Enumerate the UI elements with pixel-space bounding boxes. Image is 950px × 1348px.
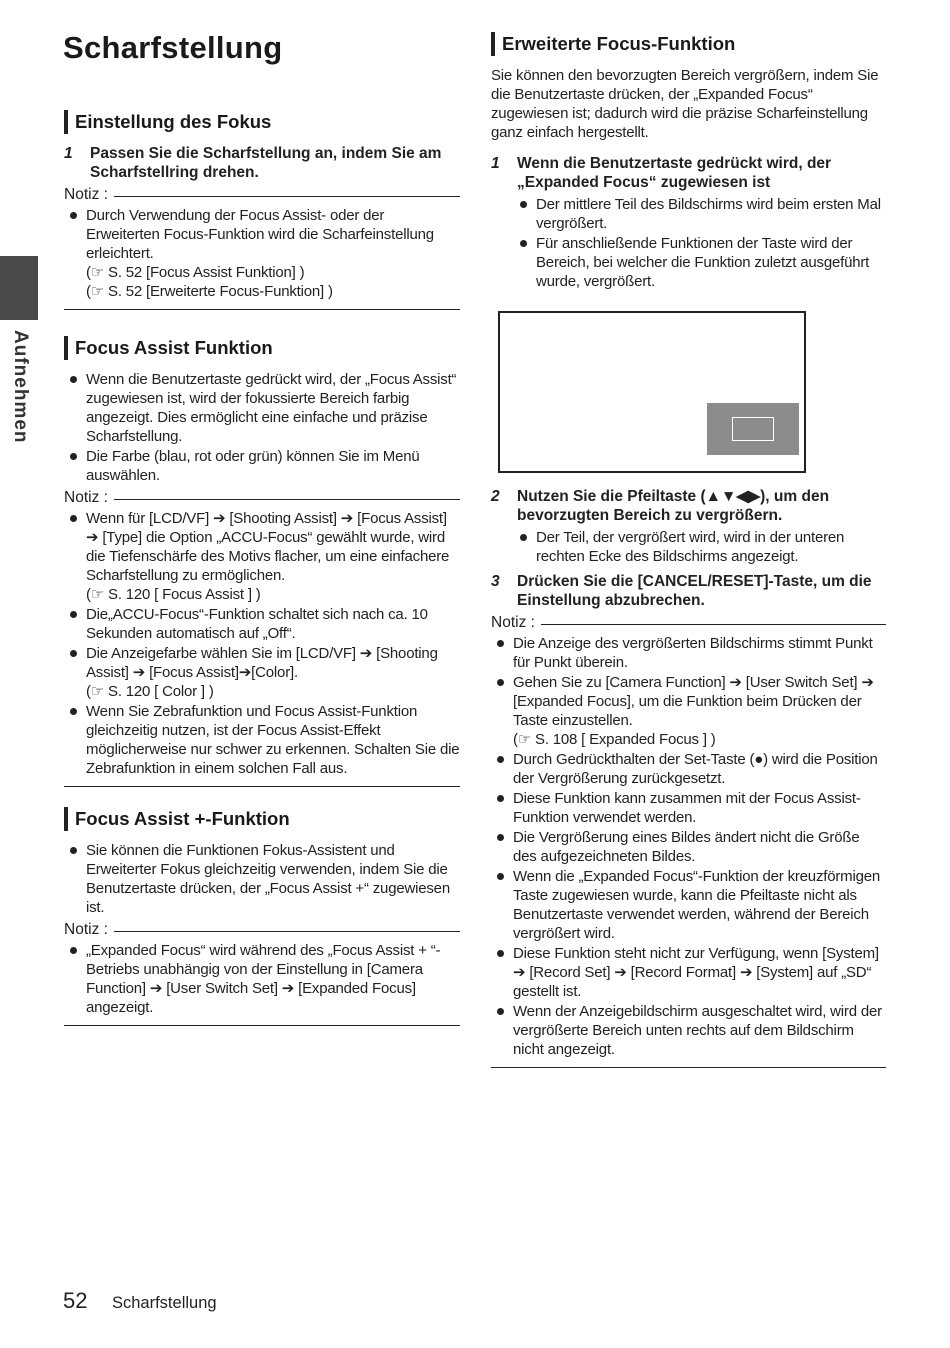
notiz-header	[64, 186, 460, 204]
page-reference-link[interactable]: (☞ S. 108 [ Expanded Focus ] )	[513, 731, 716, 748]
notiz-header	[64, 489, 460, 507]
step-text: Passen Sie die Scharfstellung an, indem Sie am Scharfstellring drehen.	[90, 145, 442, 181]
notiz-divider	[114, 196, 460, 197]
intro-paragraph: Sie können den bevorzugten Bereich vergrößern, indem Sie die Benutzertaste drücken, der „Expanded Focus“ zugewiesen ist; dadurch wird die präzise Scharfeinstellung ganz einfach hergestellt.	[491, 67, 879, 141]
bullet-list	[64, 841, 460, 917]
chapter-label	[2, 330, 38, 450]
notiz-label: Notiz :	[64, 921, 108, 938]
notiz-header	[491, 614, 886, 632]
chapter-tab-marker	[0, 256, 38, 320]
step-2	[491, 487, 886, 525]
list-item: Sie können die Funktionen Fokus-Assistent und Erweiterter Fokus gleichzeitig verwenden, indem Sie die Benutzertaste drücken, der „Focus Assist +“ zugewiesen ist.	[64, 841, 460, 917]
page-reference-link[interactable]: (☞ S. 52 [Erweiterte Focus-Funktion] )	[86, 283, 333, 300]
notiz-divider	[114, 931, 460, 932]
list-item	[491, 673, 886, 749]
list-item	[64, 206, 460, 301]
step-text: Nutzen Sie die Pfeiltaste (▲▼◀▶), um den bevorzugten Bereich zu vergrößern.	[517, 488, 830, 524]
page-reference-link[interactable]: (☞ S. 120 [ Focus Assist ] )	[86, 586, 261, 603]
heading-bar	[64, 807, 68, 831]
list-item-text: Durch Verwendung der Focus Assist- oder der Erweiterten Focus-Funktion wird die Scharfeinstellung erleichtert.	[86, 207, 434, 262]
section-end-rule	[64, 786, 460, 787]
heading-text: Einstellung des Fokus	[75, 111, 272, 132]
page-title: Scharfstellung	[63, 30, 283, 65]
page-reference-link[interactable]: (☞ S. 120 [ Color ] )	[86, 683, 214, 700]
step-text: Wenn die Benutzertaste gedrückt wird, der „Expanded Focus“ zugewiesen ist	[517, 155, 832, 191]
heading-text: Focus Assist +-Funktion	[75, 808, 290, 829]
magnified-area-indicator	[707, 403, 799, 455]
list-item	[64, 644, 460, 701]
notiz-label: Notiz :	[491, 614, 535, 631]
list-item: Wenn die „Expanded Focus“-Funktion der kreuzförmigen Taste zugewiesen wurde, kann die Pfeiltaste nicht als Benutzertaste verwendet werden, während der Bereich vergrößert wird.	[491, 867, 886, 943]
step-2-bullets	[517, 528, 886, 566]
left-column	[64, 110, 460, 1026]
notiz-label: Notiz :	[64, 186, 108, 203]
list-item: Diese Funktion steht nicht zur Verfügung, wenn [System] ➔ [Record Set] ➔ [Record Format] ➔ [System] auf „SD“ gestellt ist.	[491, 944, 886, 1001]
section-focus-assist-plus	[64, 807, 460, 1026]
screen-illustration	[498, 311, 806, 473]
section-heading	[64, 336, 460, 360]
section-end-rule	[64, 309, 460, 310]
step-1	[491, 154, 886, 192]
page-reference-link[interactable]: (☞ S. 52 [Focus Assist Funktion] )	[86, 264, 305, 281]
notiz-list	[64, 206, 460, 301]
list-item: „Expanded Focus“ wird während des „Focus Assist + “-Betriebs unabhängig von der Einstellung in [Camera Function] ➔ [User Switch Set] ➔ [Expanded Focus] angezeigt.	[64, 941, 460, 1017]
section-end-rule	[491, 1067, 886, 1068]
notiz-list	[64, 509, 460, 778]
list-item: Die Farbe (blau, rot oder grün) können Sie im Menü auswählen.	[64, 447, 460, 485]
step-number: 1	[64, 145, 73, 162]
chapter-label-text: Aufnehmen	[10, 330, 31, 444]
list-item: Die„ACCU-Focus“-Funktion schaltet sich nach ca. 10 Sekunden automatisch auf „Off“.	[64, 605, 460, 643]
step-text: Drücken Sie die [CANCEL/RESET]-Taste, um die Einstellung abzubrechen.	[517, 573, 872, 609]
list-item-text: Gehen Sie zu [Camera Function] ➔ [User Switch Set] ➔ [Expanded Focus], um die Funktion beim Drücken der Taste einzustellen.	[513, 674, 874, 729]
notiz-label: Notiz :	[64, 489, 108, 506]
heading-text: Focus Assist Funktion	[75, 337, 273, 358]
notiz-divider	[541, 624, 886, 625]
step-number: 2	[491, 488, 500, 505]
step-1	[64, 144, 460, 182]
list-item: Der mittlere Teil des Bildschirms wird beim ersten Mal vergrößert.	[517, 195, 886, 233]
list-item: Diese Funktion kann zusammen mit der Focus Assist-Funktion verwendet werden.	[491, 789, 886, 827]
list-item: Wenn die Benutzertaste gedrückt wird, der „Focus Assist“ zugewiesen ist, wird der fokussierte Bereich farbig angezeigt. Dies ermöglicht eine einfache und präzise Scharfstellung.	[64, 370, 460, 446]
footer-section-title: Scharfstellung	[112, 1294, 217, 1312]
heading-text: Erweiterte Focus-Funktion	[502, 33, 736, 54]
step-number: 3	[491, 573, 500, 590]
section-end-rule	[64, 1025, 460, 1026]
right-column	[491, 32, 886, 1068]
list-item-text: Die Anzeigefarbe wählen Sie im [LCD/VF] ➔ [Shooting Assist] ➔ [Focus Assist]➔[Color].	[86, 645, 438, 681]
list-item	[64, 509, 460, 604]
section-einstellung-fokus	[64, 110, 460, 310]
list-item: Der Teil, der vergrößert wird, wird in der unteren rechten Ecke des Bildschirms angezeigt.	[517, 528, 886, 566]
step-1-bullets	[517, 195, 886, 291]
list-item: Wenn der Anzeigebildschirm ausgeschaltet wird, wird der vergrößerte Bereich unten rechts auf dem Bildschirm nicht angezeigt.	[491, 1002, 886, 1059]
notiz-header	[64, 921, 460, 939]
notiz-divider	[114, 499, 460, 500]
section-heading	[491, 32, 886, 56]
page-number: 52	[63, 1288, 88, 1313]
section-focus-assist	[64, 336, 460, 787]
section-heading	[64, 110, 460, 134]
list-item: Die Anzeige des vergrößerten Bildschirms stimmt Punkt für Punkt überein.	[491, 634, 886, 672]
heading-bar	[64, 336, 68, 360]
notiz-list	[64, 941, 460, 1017]
section-heading	[64, 807, 460, 831]
list-item: Durch Gedrückthalten der Set-Taste (●) wird die Position der Vergrößerung zurückgesetzt.	[491, 750, 886, 788]
list-item-text: Wenn für [LCD/VF] ➔ [Shooting Assist] ➔ [Focus Assist] ➔ [Type] die Option „ACCU-Focus“ gewählt wurde, wird die Tiefenschärfe des Motivs flacher, um eine einfachere Scharfstellung zu ermöglichen.	[86, 510, 450, 584]
list-item: Die Vergrößerung eines Bildes ändert nicht die Größe des aufgezeichneten Bildes.	[491, 828, 886, 866]
heading-bar	[491, 32, 495, 56]
list-item: Für anschließende Funktionen der Taste wird der Bereich, bei welcher die Funktion zuletzt ausgeführt wurde, vergrößert.	[517, 234, 886, 291]
bullet-list	[64, 370, 460, 485]
list-item: Wenn Sie Zebrafunktion und Focus Assist-Funktion gleichzeitig nutzen, ist der Focus Assist-Effekt möglicherweise nur schwer zu erkennen. Schalten Sie die Zebrafunktion in einem solchen Fall aus.	[64, 702, 460, 778]
step-3	[491, 572, 886, 610]
heading-bar	[64, 110, 68, 134]
notiz-list	[491, 634, 886, 1059]
magnified-frame	[732, 417, 774, 441]
step-number: 1	[491, 155, 500, 172]
